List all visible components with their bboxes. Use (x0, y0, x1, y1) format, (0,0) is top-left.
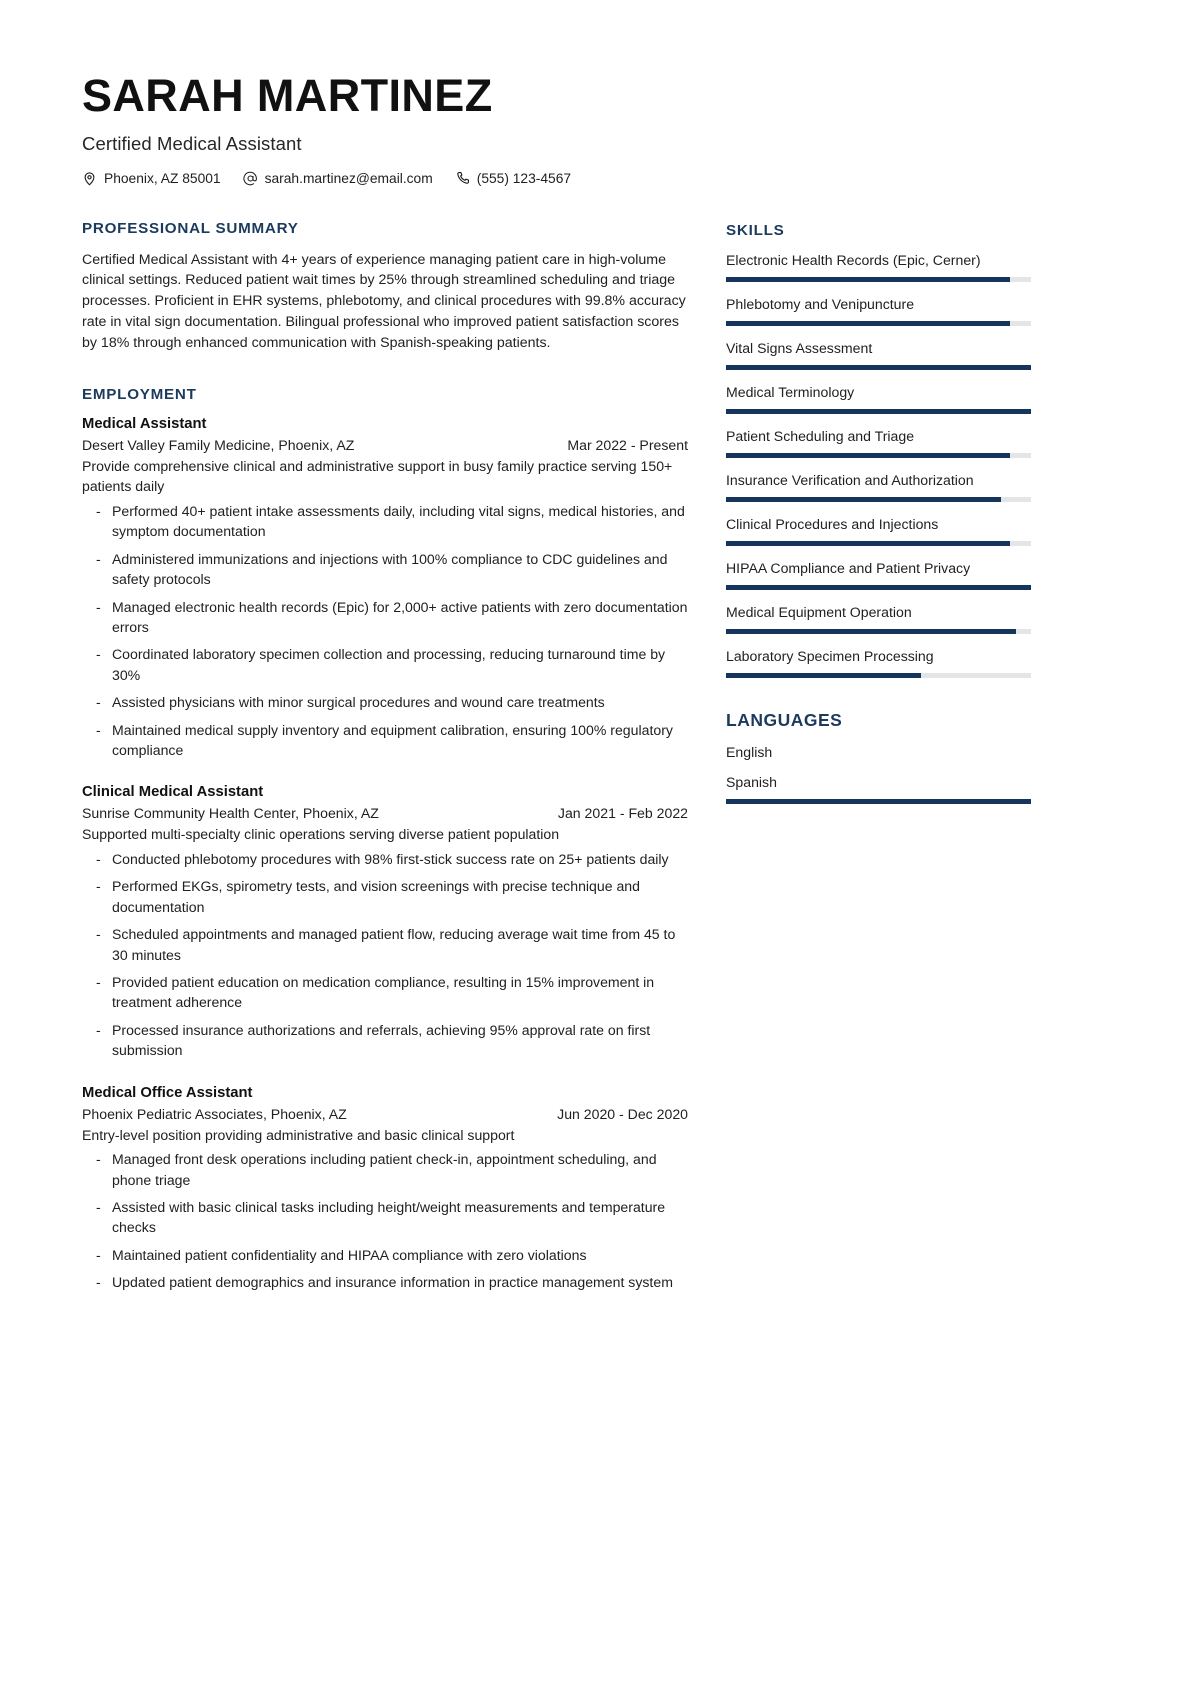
job-title: Medical Assistant (82, 415, 207, 432)
employment-entry (82, 416, 688, 760)
skill-item (726, 428, 1031, 458)
job-description: Supported multi-specialty clinic operations serving diverse patient population (82, 826, 560, 843)
job-bullet-list (82, 849, 688, 1061)
phone-icon (455, 171, 470, 186)
job-bullet-text: Provided patient education on medication compliance, resulting in 15% improvement in treatment adherence (112, 973, 655, 1011)
employment-entry (82, 1085, 688, 1293)
job-company: Phoenix Pediatric Associates, Phoenix, AZ (82, 1105, 347, 1122)
contact-location-text: Phoenix, AZ 85001 (104, 170, 221, 186)
skill-level-fill (726, 277, 1010, 282)
job-bullet (82, 1149, 688, 1190)
skill-item (726, 340, 1031, 370)
job-title: Medical Office Assistant (82, 1084, 253, 1101)
skill-label: Electronic Health Records (Epic, Cerner) (726, 251, 981, 268)
job-bullet (82, 644, 688, 685)
bullet-dash-icon: - (96, 646, 101, 663)
job-bullet (82, 972, 688, 1013)
skill-level-bar (726, 277, 1031, 282)
language-level-bar (726, 799, 1031, 804)
bullet-dash-icon: - (96, 850, 101, 867)
job-bullet (82, 597, 688, 638)
job-description: Entry-level position providing administrative and basic clinical support (82, 1126, 515, 1143)
job-bullet-list (82, 501, 688, 761)
skill-level-bar (726, 673, 1031, 678)
language-item (726, 774, 1031, 804)
location-pin-icon (82, 171, 97, 186)
skill-item (726, 384, 1031, 414)
employment-entry (82, 784, 688, 1060)
candidate-headline: Certified Medical Assistant (82, 132, 302, 154)
job-title: Clinical Medical Assistant (82, 784, 264, 801)
job-dates: Jun 2020 - Dec 2020 (557, 1105, 688, 1122)
skill-label: Phlebotomy and Venipuncture (726, 295, 915, 312)
summary-heading: PROFESSIONAL SUMMARY (82, 219, 299, 237)
contact-phone-text: (555) 123-4567 (476, 170, 572, 186)
skill-level-fill (726, 629, 1016, 634)
job-meta (82, 1106, 688, 1122)
section-professional-summary (82, 220, 688, 354)
job-bullet-text: Managed electronic health records (Epic) for 2,000+ active patients with zero documentation errors (112, 598, 688, 635)
skill-label: Clinical Procedures and Injections (726, 515, 939, 532)
skill-level-bar (726, 541, 1031, 546)
job-bullet-text: Processed insurance authorizations and referrals, achieving 95% approval rate on first submission (112, 1021, 651, 1059)
contact-row (82, 171, 1118, 186)
skill-label: Vital Signs Assessment (726, 339, 873, 356)
job-bullet-text: Performed EKGs, spirometry tests, and vision screenings with precise technique and documentation (112, 878, 640, 915)
section-languages (726, 710, 1031, 804)
job-bullet-text: Administered immunizations and injections with 100% compliance to CDC guidelines and safety protocols (112, 550, 668, 588)
skill-level-bar (726, 497, 1031, 502)
skill-level-bar (726, 321, 1031, 326)
job-bullet (82, 1272, 688, 1292)
job-bullet (82, 849, 688, 869)
skill-label: Medical Equipment Operation (726, 603, 912, 620)
skill-item (726, 252, 1031, 282)
bullet-dash-icon: - (96, 550, 101, 567)
languages-list (726, 744, 1031, 804)
bullet-dash-icon: - (96, 694, 101, 711)
skill-item (726, 604, 1031, 634)
job-meta (82, 437, 688, 453)
language-label: English (726, 743, 773, 760)
bullet-dash-icon: - (96, 1151, 101, 1168)
job-dates: Jan 2021 - Feb 2022 (557, 805, 688, 822)
job-bullet-text: Updated patient demographics and insurance information in practice management system (112, 1274, 673, 1291)
skill-item (726, 296, 1031, 326)
contact-email[interactable] (243, 171, 433, 186)
language-level-fill (726, 799, 1031, 804)
bullet-dash-icon: - (96, 721, 101, 738)
skill-item (726, 472, 1031, 502)
job-bullet-text: Assisted with basic clinical tasks including height/weight measurements and temperature checks (112, 1198, 666, 1236)
employment-heading: EMPLOYMENT (82, 385, 197, 403)
bullet-dash-icon: - (96, 1274, 101, 1291)
skill-label: Laboratory Specimen Processing (726, 647, 934, 664)
contact-phone[interactable] (455, 171, 571, 186)
skill-item (726, 516, 1031, 546)
skill-item (726, 560, 1031, 590)
job-bullet-text: Managed front desk operations including patient check-in, appointment scheduling, and phone triage (112, 1151, 657, 1188)
bullet-dash-icon: - (96, 1246, 101, 1263)
job-bullet (82, 1197, 688, 1238)
job-meta (82, 805, 688, 821)
skill-label: Patient Scheduling and Triage (726, 427, 915, 444)
job-bullet-text: Maintained medical supply inventory and equipment calibration, ensuring 100% regulatory compliance (112, 721, 673, 759)
bullet-dash-icon: - (96, 598, 101, 615)
bullet-dash-icon: - (96, 973, 101, 990)
skill-level-fill (726, 673, 921, 678)
language-label: Spanish (726, 773, 777, 790)
skill-level-fill (726, 541, 1010, 546)
job-bullet-text: Coordinated laboratory specimen collection and processing, reducing turnaround time by 30% (112, 646, 666, 683)
skill-label: Insurance Verification and Authorization (726, 471, 974, 488)
job-bullet-text: Assisted physicians with minor surgical procedures and wound care treatments (112, 694, 605, 711)
skill-level-fill (726, 585, 1031, 590)
skill-level-bar (726, 365, 1031, 370)
employment-list (82, 416, 688, 1293)
bullet-dash-icon: - (96, 926, 101, 943)
job-description: Provide comprehensive clinical and administrative support in busy family practice serving 150+ patients daily (82, 457, 673, 495)
email-at-icon (243, 171, 258, 186)
bullet-dash-icon: - (96, 1021, 101, 1038)
skill-level-fill (726, 365, 1031, 370)
job-bullet (82, 876, 688, 917)
bullet-dash-icon: - (96, 1198, 101, 1215)
job-bullet-text: Maintained patient confidentiality and HIPAA compliance with zero violations (112, 1246, 587, 1263)
skill-level-bar (726, 409, 1031, 414)
skill-label: HIPAA Compliance and Patient Privacy (726, 559, 971, 576)
contact-location (82, 171, 221, 186)
job-company: Sunrise Community Health Center, Phoenix, AZ (82, 805, 379, 822)
skill-level-bar (726, 453, 1031, 458)
job-bullet (82, 692, 688, 712)
bullet-dash-icon: - (96, 502, 101, 519)
job-dates: Mar 2022 - Present (567, 436, 688, 453)
skill-level-fill (726, 321, 1010, 326)
candidate-name: SARAH MARTINEZ (82, 70, 493, 121)
skill-level-fill (726, 409, 1031, 414)
job-bullet-text: Scheduled appointments and managed patient flow, reducing average wait time from 45 to 30 minutes (112, 926, 676, 963)
skills-heading: SKILLS (726, 221, 785, 239)
bullet-dash-icon: - (96, 878, 101, 895)
job-bullet-text: Performed 40+ patient intake assessments daily, including vital signs, medical histories, and symptom documentation (112, 502, 685, 540)
skill-level-fill (726, 453, 1010, 458)
section-skills (726, 222, 1031, 678)
job-bullet (82, 720, 688, 761)
languages-heading: LANGUAGES (726, 709, 843, 730)
side-column (726, 220, 1031, 836)
job-bullet (82, 549, 688, 590)
job-bullet (82, 1020, 688, 1061)
skill-level-bar (726, 585, 1031, 590)
skill-level-bar (726, 629, 1031, 634)
language-item (726, 744, 1031, 760)
skill-item (726, 648, 1031, 678)
job-company: Desert Valley Family Medicine, Phoenix, AZ (82, 436, 355, 453)
section-employment (82, 386, 688, 1293)
resume-body (82, 220, 1118, 1325)
job-bullet-list (82, 1149, 688, 1293)
skill-level-fill (726, 497, 1001, 502)
job-bullet (82, 1245, 688, 1265)
job-bullet (82, 501, 688, 542)
skills-list (726, 252, 1031, 678)
main-column (82, 220, 688, 1325)
job-bullet-text: Conducted phlebotomy procedures with 98% first-stick success rate on 25+ patients daily (112, 850, 669, 867)
contact-email-text: sarah.martinez@email.com (264, 170, 433, 186)
job-bullet (82, 924, 688, 965)
summary-text: Certified Medical Assistant with 4+ years of experience managing patient care in high-volume clinical settings. Reduced patient wait times by 25% through streamlined scheduling and triage processes. Proficient in EHR systems, phlebotomy, and clinical procedures with 99.8% accuracy rate in vital sign documentation. Bilingual professional who improved patient satisfaction scores by 18% through enhanced communication with Spanish-speaking patients. (82, 251, 686, 352)
skill-label: Medical Terminology (726, 383, 855, 400)
resume-header (82, 72, 1118, 186)
